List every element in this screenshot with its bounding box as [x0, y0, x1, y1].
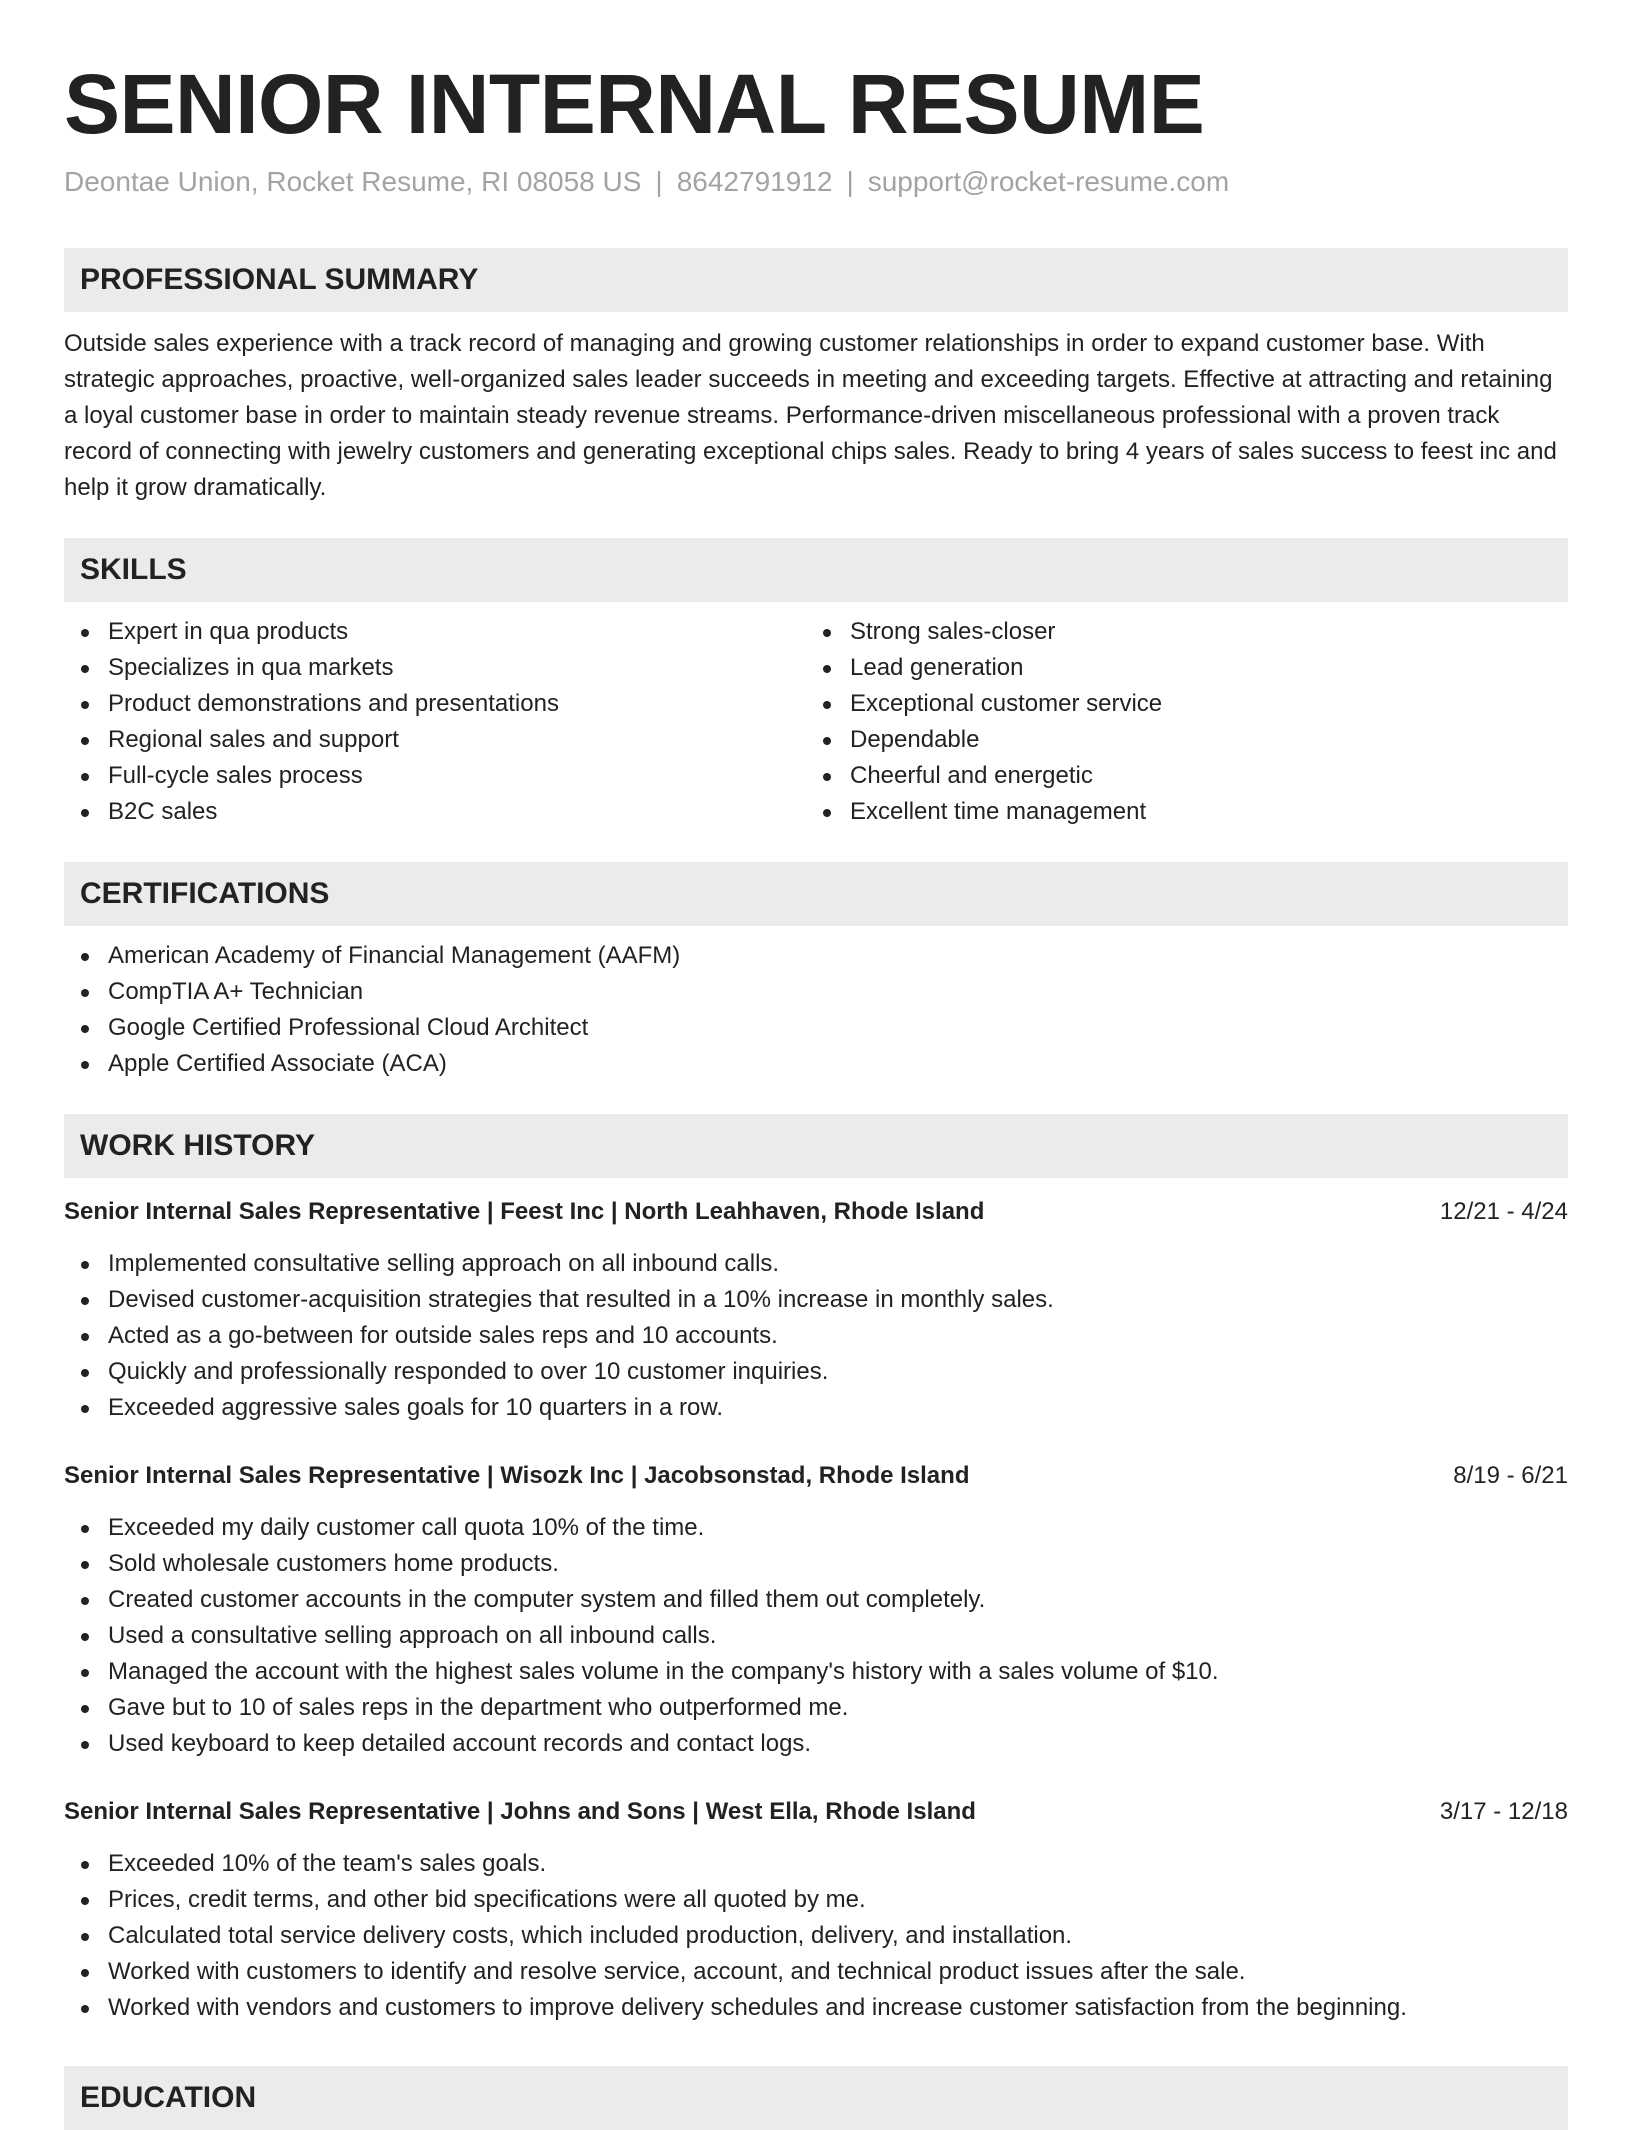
job-bullet: Devised customer-acquisition strategies that resulted in a 10% increase in monthly sales.: [64, 1282, 1568, 1318]
job-bullet: Used a consultative selling approach on all inbound calls.: [64, 1618, 1568, 1654]
contact-line: [64, 164, 1568, 200]
certification-item: Apple Certified Associate (ACA): [64, 1046, 1568, 1082]
job-bullets: [64, 1510, 1568, 1762]
contact-address: Deontae Union, Rocket Resume, RI 08058 US: [64, 166, 642, 197]
job-entry: [64, 1794, 1568, 2026]
job-bullet: Acted as a go-between for outside sales reps and 10 accounts.: [64, 1318, 1568, 1354]
summary-text: Outside sales experience with a track record of managing and growing customer relationships in order to expand customer base. With strategic approaches, proactive, well-organized sales leader succeeds in meeting and exceeding targets. Effective at attracting and retaining a loyal customer base in order to maintain steady revenue streams. Performance-driven miscellaneous professional with a proven track record of connecting with jewelry customers and generating exceptional chips sales. Ready to bring 4 years of sales success to feest inc and help it grow dramatically.: [64, 330, 1557, 501]
job-entry: [64, 1194, 1568, 1426]
skill-item: Product demonstrations and presentations: [64, 686, 806, 722]
job-bullet: Implemented consultative selling approach on all inbound calls.: [64, 1246, 1568, 1282]
job-bullet: Calculated total service delivery costs, which included production, delivery, and installation.: [64, 1918, 1568, 1954]
education-heading: EDUCATION: [64, 2066, 1568, 2130]
skills-heading: SKILLS: [64, 538, 1568, 602]
job-bullet: Sold wholesale customers home products.: [64, 1546, 1568, 1582]
job-title: Senior Internal Sales Representative | Feest Inc | North Leahhaven, Rhode Island: [64, 1198, 985, 1225]
certifications-section: [64, 862, 1568, 1082]
job-bullets: [64, 1846, 1568, 2026]
job-bullet: Prices, credit terms, and other bid specifications were all quoted by me.: [64, 1882, 1568, 1918]
job-bullet: Created customer accounts in the computer system and filled them out completely.: [64, 1582, 1568, 1618]
contact-separator: |: [846, 166, 854, 197]
skill-item: Exceptional customer service: [806, 686, 1548, 722]
skills-grid: [64, 614, 1568, 830]
skill-item: B2C sales: [64, 794, 806, 830]
certifications-heading: CERTIFICATIONS: [64, 862, 1568, 926]
job-header: [64, 1194, 1568, 1230]
job-bullets: [64, 1246, 1568, 1426]
job-bullet: Managed the account with the highest sales volume in the company's history with a sales volume of $10.: [64, 1654, 1568, 1690]
certification-item: Google Certified Professional Cloud Architect: [64, 1010, 1568, 1046]
job-title: Senior Internal Sales Representative | Johns and Sons | West Ella, Rhode Island: [64, 1798, 976, 1825]
skills-section: [64, 538, 1568, 830]
job-bullet: Worked with vendors and customers to improve delivery schedules and increase customer satisfaction from the beginning.: [64, 1990, 1568, 2026]
skills-list-left: [64, 614, 806, 830]
contact-email[interactable]: support@rocket-resume.com: [867, 166, 1230, 197]
job-bullet: Exceeded my daily customer call quota 10% of the time.: [64, 1510, 1568, 1546]
job-bullet: Exceeded 10% of the team's sales goals.: [64, 1846, 1568, 1882]
job-bullet: Exceeded aggressive sales goals for 10 quarters in a row.: [64, 1390, 1568, 1426]
job-dates: 3/17 - 12/18: [1439, 1798, 1568, 1825]
contact-separator: |: [655, 166, 663, 197]
education-section: [64, 2066, 1568, 2130]
skill-item: Lead generation: [806, 650, 1548, 686]
summary-section: [64, 248, 1568, 506]
skill-item: Specializes in qua markets: [64, 650, 806, 686]
skill-item: Excellent time management: [806, 794, 1548, 830]
skill-item: Dependable: [806, 722, 1548, 758]
job-dates: 12/21 - 4/24: [1439, 1198, 1568, 1225]
resume-title: SENIOR INTERNAL RESUME: [64, 57, 1205, 151]
job-header: [64, 1458, 1568, 1494]
certifications-list: [64, 938, 1568, 1082]
skill-item: Strong sales-closer: [806, 614, 1548, 650]
certification-item: American Academy of Financial Management (AAFM): [64, 938, 1568, 974]
contact-phone: 8642791912: [676, 166, 833, 197]
certification-item: CompTIA A+ Technician: [64, 974, 1568, 1010]
job-bullet: Gave but to 10 of sales reps in the department who outperformed me.: [64, 1690, 1568, 1726]
job-bullet: Worked with customers to identify and resolve service, account, and technical product issues after the sale.: [64, 1954, 1568, 1990]
work-history-heading: WORK HISTORY: [64, 1114, 1568, 1178]
skill-item: Expert in qua products: [64, 614, 806, 650]
job-dates: 8/19 - 6/21: [1453, 1462, 1568, 1489]
skill-item: Full-cycle sales process: [64, 758, 806, 794]
resume-page: [64, 0, 1568, 2130]
job-title: Senior Internal Sales Representative | Wisozk Inc | Jacobsonstad, Rhode Island: [64, 1462, 970, 1489]
skills-list-right: [806, 614, 1548, 830]
job-header: [64, 1794, 1568, 1830]
job-bullet: Quickly and professionally responded to over 10 customer inquiries.: [64, 1354, 1568, 1390]
skill-item: Regional sales and support: [64, 722, 806, 758]
summary-heading: PROFESSIONAL SUMMARY: [64, 248, 1568, 312]
skill-item: Cheerful and energetic: [806, 758, 1548, 794]
job-entry: [64, 1458, 1568, 1762]
job-bullet: Used keyboard to keep detailed account records and contact logs.: [64, 1726, 1568, 1762]
work-history-section: [64, 1114, 1568, 2026]
